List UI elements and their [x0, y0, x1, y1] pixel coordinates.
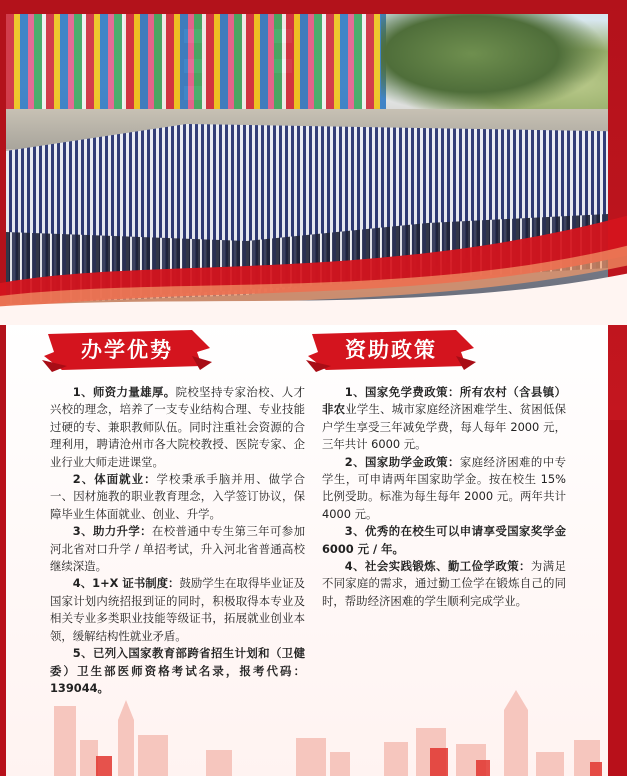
list-item: [50, 523, 305, 575]
financial-aid-section: [306, 326, 566, 610]
item-number: 2、: [72, 472, 95, 487]
item-number: 2、: [344, 454, 366, 469]
item-text: 家庭经济困难的中专学生，可申请两年国家助学金。按在校生 15% 比例受助。标准为每生每年 2000 元。两年共计 4000 元。: [322, 454, 566, 521]
list-item: [322, 384, 566, 454]
list-item: [50, 471, 305, 523]
item-heading: 国家助学金政策：: [365, 454, 460, 469]
item-text: 在校普通中专生第三年可参加河北省对口升学 / 单招考试，升入河北省普通高校继续深造。: [50, 524, 305, 574]
section-title: 资助政策: [345, 338, 437, 362]
item-text: 为满足不同家庭的需求，通过勤工俭学在锻炼自己的同时，帮助经济困难的学生顺利完成学业。: [322, 559, 566, 608]
item-number: 4、: [72, 576, 93, 591]
item-heading: 体面就业：: [94, 472, 157, 487]
city-skyline-decoration: [6, 680, 608, 776]
item-number: 5、: [72, 646, 93, 661]
item-heading: 助力升学：: [92, 524, 152, 539]
list-item: [50, 384, 305, 471]
item-text: 学校秉承手脑并用、做学合一、因材施教的职业教育理念，入学签订协议，保障毕业生体面就业、创业、升学。: [50, 472, 305, 521]
list-item: [322, 558, 566, 610]
list-item: [322, 454, 566, 524]
trees: [381, 14, 608, 114]
item-text: 鼓励学生在取得毕业证及国家计划内统招报到证的同时，积极取得本专业及相关专业多类职业技能等级证书，拓展就业创业本领，缓解结构性就业矛盾。: [50, 576, 305, 643]
item-number: 3、: [72, 524, 93, 539]
item-number: 4、: [344, 559, 366, 574]
section-title: 办学优势: [81, 338, 173, 362]
item-text: 院校坚持专家治校、人才兴校的理念，培养了一支专业结构合理、专业技能过硬的专、兼职教师队伍。同时注重社会资源的合理利用，聘请沧州市各大院校教授、医院专家、企业行业大师走进课堂。: [50, 385, 305, 469]
item-heading: 社会实践锻炼、勤工俭学政策：: [365, 559, 531, 574]
right-red-frame: [608, 0, 627, 420]
section-title-banner: [42, 326, 212, 374]
red-swoosh-decoration: [0, 215, 627, 325]
aid-policy-list: [322, 384, 566, 610]
item-number: 3、: [344, 524, 366, 539]
list-item: [322, 523, 566, 558]
item-number: 1、: [344, 385, 366, 399]
item-number: 1、: [72, 385, 93, 399]
item-heading: 师资力量雄厚。: [92, 385, 176, 399]
item-heading: 1+X 证书制度：: [92, 576, 180, 591]
advantages-list: [50, 384, 305, 697]
item-heading: 优秀的在校生可以申请享受国家奖学金 6000 元 / 年。: [322, 524, 566, 556]
item-heading: 已列入国家教育部跨省招生计划和（卫健委）卫生部医师资格考试名录，报考代码：139044。: [50, 646, 305, 695]
item-text: 业学生、城市家庭经济困难学生、贫困低保户学生享受三年减免学费，每人每年 2000 元，三年共计 6000 元。: [322, 402, 566, 452]
list-item: [50, 575, 305, 645]
section-title-banner: [306, 326, 476, 374]
top-red-frame: [0, 0, 627, 14]
item-heading: 国家免学费政策：所有农村（含县镇）非农: [322, 385, 566, 417]
school-advantages-section: [42, 326, 304, 697]
colorful-flags: [6, 14, 386, 119]
